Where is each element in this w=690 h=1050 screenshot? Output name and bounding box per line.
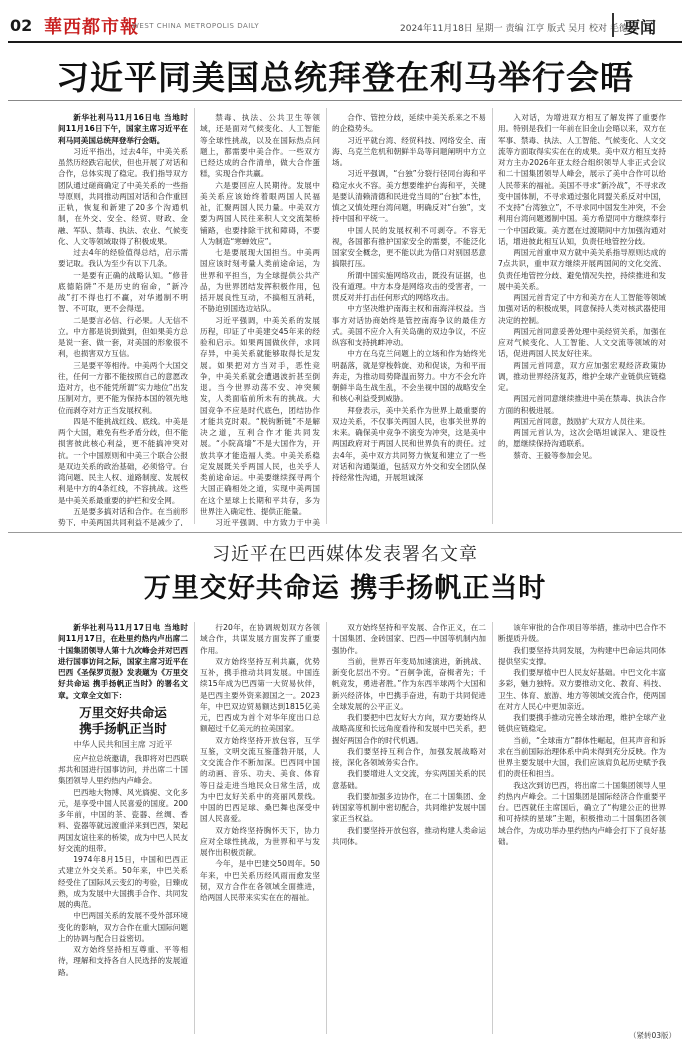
paragraph: 中国人民的发展权利不可剥夺。不容无视，各国都有推护国家安全的需要，不能泛化国家安全概念，更不能以此为借口对别国恶意搞限打压。 [332,225,486,269]
article-divider [8,532,682,533]
paragraph: 中方坚决维护南海主权和南海洋权益。当事方对话协商始终是管控南海争议的最佳方式。美国不应介入有关岛礁的双边争议，不应纵容和支持挑衅冲动。 [332,304,486,347]
paragraph: 中巴两国关系的发展不受外部环境变化的影响，双方合作在重大国际问题上的协调与配合日益密切。 [58,911,188,943]
paragraph: 拜登表示，美中关系作为世界上最重要的双边关系，不仅事关两国人民，也事关世界的未来。确保美中竞争不演变为冲突，这是美中两国政府对于两国人民和世界负有的责任。过去4年，美中双方共同努力恢复和建立了一些对话和沟通渠道，包括双方外交和安全团队保持经常性沟通，开展坦诚深 [332,405,486,482]
paragraph: 我们要坚持共同发展，为构建中巴命运共同体提供坚实支撑。 [498,645,666,666]
article2-kicker: 习近平在巴西媒体发表署名文章 [212,544,478,565]
newspaper-english-name: WEST CHINA METROPOLIS DAILY [132,22,260,30]
paragraph: 巴西地大物博、风光旖旎、文化多元，是享受中国人民喜爱的国度。200多年前，中国的茶、瓷器、丝绸、香料、瓷器等就远渡重洋来到巴西，架起两国友谊往来的桥梁，成为中巴人民友好交流的纽带。 [58,787,188,853]
paragraph: 双方始终坚持和平发展、合作正义，在二十国集团、金砖国家、巴西—中国等机制内加强协作。 [332,623,486,655]
paragraph: 合作、管控分歧，延续中美关系来之不易的企稳势头。 [332,113,486,134]
section-label-box [612,13,686,37]
paragraph: 行20年，在协调规划双方各领域合作，共谋发展方面发挥了重要作用。 [200,623,320,655]
paragraph: 新华社利马11月16日电 当地时间11月16日下午，国家主席习近平在利马同美国总统拜登举行会晤。 [58,113,188,145]
paragraph: 习近平就台湾、经贸科技、网络安全、南海、乌克兰危机和朝鲜半岛等问题阐明中方立场。 [332,135,486,167]
byline: 中华人民共和国主席 习近平 [73,739,173,749]
paragraph: 两国元首同意妥善处理中美经贸关系，加强在应对气候变化、人工智能、人文交流等领域的对话，促进两国人民友好往来。 [498,326,666,359]
paragraph: 该年审批的合作项目等举措，推动中巴合作不断提质升级。 [498,623,666,644]
paragraph: 我们要厚植中巴人民友好基础。中巴文化丰富多彩，魅力独特。双方要推动文化、教育、科技、卫生、体育、旅游、地方等领域交流合作，使两国在对方人民心中更加亲近。 [498,668,666,711]
paragraph: 两国元首同意继续推进中美在禁毒、执法合作方面的积极进展。 [498,394,666,415]
paragraph: 两国元首同意，鼓励扩大双方人员往来。 [513,416,650,426]
article2-column-1 [58,622,188,1032]
paragraph: 习近平强调，“台独”分裂行径同台海和平稳定水火不容。美方想要维护台海和平，关键是要认清赖清德和民进党当局的“台独”本性，慎之又慎处理台湾问题，明确反对“台独”，支持中国和平统一。 [332,169,486,224]
paragraph: 我们要坚持互利合作，加强发展战略对接，深化各领域务实合作。 [332,746,486,767]
section-name: 要闻 [624,18,657,37]
article2-lead: 新华社利马11月17日电 当地时间11月17日，在赴里约热内卢出席二十国集团领导人第十九次峰会并对巴西进行国事访问之际，国家主席习近平在巴西《圣保罗页报》发表题为《万里交好共命运 携手扬帆正当时》的署名文章。文章全文如下： [58,623,188,700]
article1-column-4 [498,112,666,526]
sub-title-line-1: 万里交好共命运 [79,704,167,720]
paragraph: 双方始终坚持胸怀天下，协力应对全球性挑战，为世界和平与发展作出积极贡献。 [200,825,320,857]
article2-column-1-body [58,753,188,978]
newspaper-logo: 華西都市報 [44,17,139,38]
paragraph: 两国元首肯定了中方和美方在人工智能等领域加强对话的积极成果，同意保持人类对核武器使用决定的控制。 [498,293,666,325]
sub-title-line-2: 携手扬帆正当时 [79,720,167,736]
article2-column-4 [498,622,666,1026]
paragraph: 当前，世界百年变局加速演进，新挑战、新变化层出不穷。“百舸争流，奋楫者先；千帆竞发，勇进者胜。”作为东西半球两个大国和新兴经济体，中巴携手奋进，有助于共同促进全球发展的公平正义。 [332,656,486,711]
column-rule [492,622,493,1034]
paragraph: 两国元首同意，双方应加强宏观经济政策协调，推动世界经济复苏，维护全球产业链供应链稳定。 [498,360,666,392]
article2-column-2 [200,622,320,1032]
paragraph: 蔡奇、王毅等参加会见。 [513,450,597,460]
paragraph: 双方始终坚持相互尊重、平等相待，理解和支持各自人民选择的发展道路。 [58,945,188,977]
paragraph: 双方始终坚持互利共赢，优势互补，携手推动共同发展。中国连续15年成为巴西第一大贸易伙伴，是巴西主要外资来源国之一。2023年，中巴双边贸易额达到1815亿美元，巴西成为首个对华年度出口总额超过千亿美元的拉美国家。 [200,656,320,734]
paragraph: 我们要加强多边协作，在二十国集团、金砖国家等机制中密切配合，共同维护发展中国家正当权益。 [332,791,486,824]
column-rule [326,622,327,1034]
paragraph: 过去4年的经验值得总结，启示需要记取。我认为至少有以下几条。 [58,248,188,269]
paragraph: 四是不能挑战红线、底线。中美是两个大国，难免有些矛盾分歧，但不能损害彼此核心利益，更不能搞冲突对抗。一个中国原则和中美三个联合公报是双边关系的政治基础，必须恪守。台湾问题、民主人权、道路制度、发展权利是中方的4条红线，不容挑战。这些是中美关系最重要的护栏和安全网。 [58,416,188,505]
article1-column-3 [332,112,486,526]
paragraph: 习近平强调，中方致力于中美 [215,518,320,526]
paragraph: 六是要回应人民期待。发展中美关系应该始终着眼两国人民福祉，汇聚两国人民力量。中美双方要为两国人民往来积人文交流架桥铺路，也要排除干扰和障碍，不要人为制造“寒蝉效应”。 [200,180,320,246]
paragraph: 两国元首重申双方就中美关系指导原则达成的7点共识，重申双方继续开展两国间的文化交流、负责任地管控分歧、避免情况失控，持续推进和发展中美关系。 [498,248,666,291]
masthead [8,10,682,40]
paragraph: 我们要增进人文交流，夯实两国关系的民意基础。 [332,769,486,790]
article1-headline: 习近平同美国总统拜登在利马举行会晤 [56,58,634,97]
paragraph: 所谓中国实施网络攻击，既没有证据，也没有道理。中方本身是网络攻击的受害者，一贯反对并打击任何形式的网络攻击。 [332,270,486,302]
paragraph: 习近平强调，中美关系的发展历程，印证了中美建交45年来的经验和启示。如果两国做伙伴，求同存异，中美关系就能够取得长足发展。如果把对方当对手，恶性竞争，中美关系就会遭遇波折甚至倒退。当今世界动荡不安、冲突频发，人类面临前所未有的挑战。大国竞争不应是时代底色，团结协作才能共克时艰。“脱钩断链”不是解决之道，互利合作才能共同发展。“小院高墙”不是大国作为，开放共享才能造福人类。中美关系稳定发展既关乎两国人民，也关乎人类前途命运。中美要继续探寻两个大国正确相处之道，实现中美两国在这个星球上长期和平共存，多为世界注入确定性、提供正能量。 [200,315,320,516]
paragraph: 我们要坚持开放包容，推动构建人类命运共同体。 [332,825,486,846]
paragraph: 中方在乌克兰问题上的立场和作为始终光明磊落，就是穿梭斡旋、劝和促谈，为和平而奔走，为推动局势降温而努力。中方不会允许朝鲜半岛生战生乱，不会坐视中国的战略安全和核心利益受到威胁。 [332,349,486,404]
paragraph: 三是要平等相待。中美两个大国交往，任何一方都不能按照自己的意愿改造对方，也不能凭所谓“实力地位”出发压制对方，更不能为保持本国的领先地位而剥夺对方正当发展权利。 [58,360,188,415]
paragraph: 两国元首认为，这次会晤坦诚深入、建设性的，愿继续保持沟通联系。 [498,428,666,449]
paragraph: 我们要携手推动完善全球治理，维护全球产业链供应链稳定。 [498,713,666,734]
paragraph: 我这次到访巴西，将出席二十国集团领导人里约热内卢峰会。二十国集团是国际经济合作重要平台。巴西就任主席国后，确立了“构建公正的世界和可持续的星球”主题，积极推动二十国集团各领域合作，为成功举办里约热内卢峰会打下了良好基础。 [498,780,666,846]
article2-column-3 [332,622,486,1032]
column-rule [194,108,195,524]
column-rule [326,108,327,524]
paragraph: 入对话，为增进双方相互了解发挥了重要作用。特别是我们一年前在旧金山会晤以来，双方在军事、禁毒、执法、人工智能、气候变化、人文交流等方面取得实实在在的成果。美中双方相互支持对方主办2026年亚太经合组织领导人非正式会议和二十国集团领导人峰会，展示了美中合作可以给人民带来的福祉。美国不寻求“新冷战”，不寻求改变中国体制，不寻求通过强化同盟关系反对中国，不支持“台湾独立”，不寻求同中国发生冲突，不会利用台湾问题遏制中国。美方希望同中方继续奉行一个中国政策。美方愿在过渡期间中方加强沟通对话，增进彼此相互认知，负责任地管控分歧。 [498,113,666,246]
paragraph: 1974年8月15日，中国和巴西正式建立外交关系。50年来，中巴关系经受住了国际风云变幻的考验，日臻成熟，成为发展中大国携手合作、共同发展的典范。 [58,855,188,909]
page-number: 02 [10,16,33,35]
paragraph: 五是要多搞对话和合作。在当前形势下，中美两国共同利益不是减少了， [58,506,188,526]
column-rule [194,622,195,1034]
continued-note: （紧转03版） [629,1031,677,1040]
issue-info: 2024年11月18日 星期一 责编 江亨 版式 吴月 校对 毛德琼 [400,24,637,34]
paragraph: 禁毒、执法、公共卫生等领域，还是面对气候变化、人工智能等全球性挑战，以及在国际热点问题上，都需要中美合作。一些双方已经达成的合作清单，做大合作蛋糕，实现合作共赢。 [200,113,320,179]
headline-divider [8,100,682,101]
paragraph: 双方始终坚持开放包容，互学互鉴，文明交流互鉴蓬勃开展，人文交流合作不断加深。巴西同中国的动画、音乐、功夫、美食、体育等日益走进当地民众日常生活，成为中巴友好关系中的亮丽风景线。中国的巴西足球、桑巴舞也深受中国人民喜爱。 [200,735,320,824]
paragraph: 二是要言必信、行必果。人无信不立。中方都是说到做到，但如果美方总是说一套、做一套，对美国的形象很不利，也损害双方互信。 [58,315,188,359]
paragraph: 当前，“全球南方”群体性崛起，但其声音和诉求在当前国际治理体系中尚未得到充分反映。作为世界主要发展中大国，我们应该肩负起历史赋予我们的责任和担当。 [498,735,666,779]
article1-column-2 [200,112,320,526]
column-rule [492,108,493,524]
paragraph: 今年，是中巴建交50周年。50年来，中巴关系历经风雨而愈发坚韧，双方合作在各领域全面推进，给两国人民带来实实在在的福祉。 [200,859,320,902]
paragraph: 我们要把中巴友好大方向，双方要始终从战略高度和长远角度看待和发展中巴关系，把握好两国合作的时代机遇。 [332,713,486,745]
paragraph: 一是要有正确的战略认知。“修昔底德陷阱”不是历史的宿命，“新冷战”打不得也打不赢，对华遏制不明智、不可取，更不会得逞。 [58,270,188,314]
paragraph: 习近平指出，过去4年，中美关系虽然历经跌宕起伏，但也开展了对话和合作，总体实现了稳定。我们指导双方团队通过磋商确定了中美关系的一些指导原则，共同推动两国对话和合作重回正轨，恢复和新建了20多个沟通机制，在外交、安全、经贸、财政、金融、军队、禁毒、执法、农业、气候变化、人文等领域取得了积极成果。 [58,146,188,246]
article1-column-1 [58,112,188,526]
masthead-rule [8,41,682,43]
paragraph: 七是要展现大国担当。中美两国应该时刻考量人类前途命运，为世界和平担当，为全球提供公共产品，为世界团结发挥积极作用，包括开展良性互动，不搞相互消耗，不胁迫别国选边站队。 [200,248,320,314]
sub-article-title [58,705,188,737]
paragraph: 应卢拉总统邀请，我即将对巴西联邦共和国进行国事访问，并出席二十国集团领导人里约热内卢峰会。 [58,753,188,786]
article2-headline: 万里交好共命运 携手扬帆正当时 [143,573,547,604]
